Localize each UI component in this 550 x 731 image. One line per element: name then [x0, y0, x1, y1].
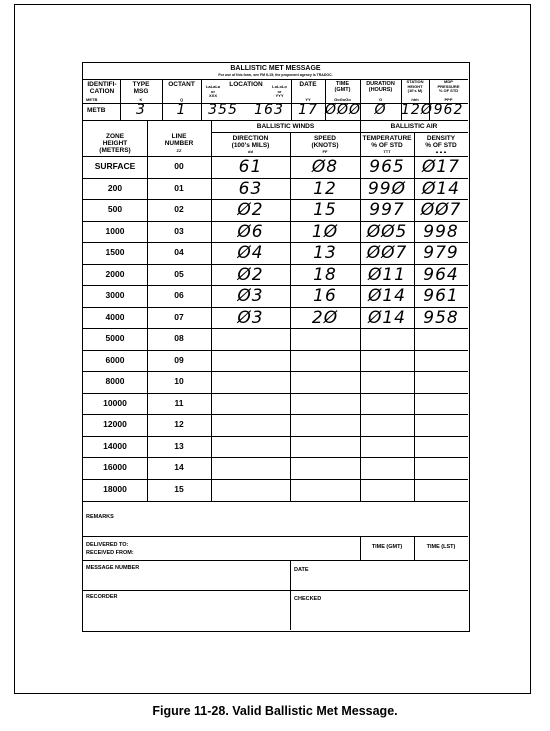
row-divider — [83, 264, 468, 265]
message-number-label: MESSAGE NUMBER — [86, 565, 140, 571]
form-subtitle: For use of this form, see FM 6-15; the proponent agency is TRADOC. — [218, 73, 333, 77]
density-value[interactable] — [414, 372, 468, 392]
temperature-value[interactable]: 965 — [369, 157, 405, 177]
line-number: 04 — [174, 247, 184, 257]
density-value[interactable] — [414, 329, 468, 349]
ballistic-air-header: BALLISTIC AIR — [390, 123, 438, 130]
station-code: hhh — [411, 97, 419, 102]
entry-label: METB — [87, 107, 106, 114]
line-number: 09 — [174, 354, 184, 365]
temperature-value[interactable] — [360, 351, 414, 371]
row-divider — [83, 393, 468, 394]
line-number: 07 — [174, 311, 184, 322]
zone-height: 200 — [107, 182, 123, 193]
zone-height: 3000 — [105, 290, 125, 300]
type-msg-header: TYPE MSG — [132, 81, 150, 95]
date-code: YY — [305, 97, 311, 102]
entry-location-lat[interactable]: 355 — [208, 102, 238, 118]
zone-height: 4000 — [105, 311, 125, 322]
time-lst-label: TIME (LST) — [426, 544, 456, 550]
speed-value[interactable] — [290, 458, 360, 478]
speed-value[interactable]: 15 — [313, 200, 337, 220]
octant-code: Q — [179, 97, 184, 102]
speed-value[interactable] — [290, 372, 360, 392]
row-divider — [83, 436, 468, 437]
density-value[interactable]: 998 — [423, 221, 459, 242]
direction-value[interactable]: Ø4 — [237, 243, 264, 263]
temperature-value[interactable]: Ø14 — [367, 307, 406, 328]
density-value[interactable]: ØØ7 — [420, 200, 462, 220]
direction-value[interactable] — [211, 437, 290, 457]
density-value[interactable]: 964 — [423, 264, 459, 285]
direction-code: dd — [248, 149, 253, 154]
mdp-header: MDP PRESSURE % OF STD — [437, 79, 460, 93]
line-number: 05 — [174, 268, 184, 279]
temperature-header: TEMPERATURE % OF STD — [362, 135, 412, 149]
temperature-value[interactable] — [360, 437, 414, 457]
received-from-label: RECEIVED FROM: — [86, 550, 134, 556]
entry-station-height[interactable]: 12Ø — [401, 102, 433, 118]
direction-value[interactable] — [211, 458, 290, 478]
time-header: TIME (GMT) — [334, 81, 351, 93]
density-code: ▲▲▲ — [435, 149, 447, 154]
direction-value[interactable]: 61 — [238, 157, 263, 177]
row-divider — [83, 199, 468, 200]
location-lat-code: LaLaLa — [205, 84, 220, 89]
temperature-value[interactable]: 997 — [369, 200, 405, 220]
location-sub2: XXX — [208, 93, 217, 98]
temperature-value[interactable]: Ø11 — [367, 264, 406, 285]
speed-value[interactable]: 2Ø — [311, 307, 339, 328]
line-number: 13 — [174, 440, 184, 451]
density-value[interactable]: Ø17 — [421, 157, 460, 177]
time-code: GoGoGo — [334, 97, 351, 102]
row-divider — [83, 328, 468, 329]
temperature-value[interactable] — [360, 415, 414, 435]
octant-header: OCTANT — [168, 81, 195, 88]
line-number-header: LINE NUMBER — [164, 133, 194, 147]
zone-height: 6000 — [105, 354, 125, 365]
direction-value[interactable]: 63 — [238, 178, 263, 199]
direction-value[interactable] — [211, 329, 290, 349]
speed-value[interactable] — [290, 351, 360, 371]
checked-label: CHECKED — [294, 596, 322, 602]
type-msg-code: K — [139, 97, 143, 102]
row-divider — [83, 307, 468, 308]
station-header: STATION HEIGHT (10's M) — [406, 79, 424, 93]
zone-height: 5000 — [105, 333, 125, 343]
line-number: 06 — [174, 290, 184, 300]
zone-height: 2000 — [105, 268, 125, 279]
direction-value[interactable] — [211, 415, 290, 435]
row-divider — [83, 178, 468, 179]
row-divider — [83, 285, 468, 286]
zone-height: 10000 — [103, 397, 127, 408]
speed-value[interactable] — [290, 480, 360, 500]
temperature-value[interactable] — [360, 480, 414, 500]
direction-value[interactable]: Ø3 — [237, 307, 264, 328]
row-divider — [83, 371, 468, 372]
zone-height: 18000 — [103, 483, 127, 494]
speed-value[interactable]: 12 — [313, 178, 337, 199]
date-label: DATE — [294, 567, 309, 573]
identification-code: METB — [86, 97, 98, 102]
line-number: 10 — [174, 376, 184, 386]
speed-value[interactable] — [290, 437, 360, 457]
delivered-to-label: DELIVERED TO: — [86, 542, 129, 548]
location-header: LOCATION — [229, 81, 263, 88]
form-title: BALLISTIC MET MESSAGE — [230, 65, 321, 72]
figure-caption: Figure 11-28. Valid Ballistic Met Message. — [152, 704, 398, 718]
density-value[interactable] — [414, 351, 468, 371]
entry-mdp-pressure[interactable]: 962 — [433, 102, 464, 118]
entry-date[interactable]: 17 — [298, 102, 318, 118]
entry-location-lon[interactable]: 163 — [254, 102, 284, 118]
location-sub1: or — [211, 89, 215, 94]
speed-value[interactable]: 18 — [313, 264, 337, 285]
direction-value[interactable] — [211, 394, 290, 414]
line-number: 15 — [174, 483, 184, 494]
speed-value[interactable] — [290, 329, 360, 349]
row-divider — [83, 242, 468, 243]
speed-value[interactable]: Ø8 — [311, 157, 339, 177]
zone-height: 14000 — [103, 440, 127, 451]
zone-height-header: ZONE HEIGHT (METERS) — [99, 133, 131, 154]
location-sub4: YYY — [275, 93, 284, 98]
entry-octant[interactable]: 1 — [176, 102, 187, 118]
row-divider — [83, 479, 468, 480]
direction-value[interactable] — [211, 351, 290, 371]
speed-value[interactable]: 1Ø — [311, 221, 339, 242]
zone-height: 1500 — [105, 247, 125, 257]
entry-duration[interactable]: Ø — [374, 102, 387, 118]
speed-value[interactable]: 16 — [313, 286, 337, 306]
temperature-value[interactable] — [360, 458, 414, 478]
temperature-value[interactable]: ØØ5 — [366, 221, 408, 242]
zone-height: 1000 — [105, 225, 125, 236]
line-number: 03 — [174, 225, 184, 236]
location-sub3: or — [277, 89, 282, 94]
density-value[interactable] — [414, 394, 468, 414]
duration-header: DURATION (HOURS) — [366, 81, 395, 93]
ballistic-winds-header: BALLISTIC WINDS — [256, 123, 315, 130]
density-header: DENSITY % OF STD — [425, 135, 457, 149]
zone-height: SURFACE — [94, 161, 136, 171]
row-divider — [83, 350, 468, 351]
line-number: 12 — [174, 419, 184, 429]
line-number: 01 — [174, 182, 184, 193]
speed-value[interactable] — [290, 394, 360, 414]
zone-height: 8000 — [105, 376, 125, 386]
direction-header: DIRECTION (100's MILS) — [231, 135, 270, 149]
temperature-value[interactable]: ØØ7 — [366, 243, 408, 263]
temperature-code: TTT — [383, 149, 391, 154]
line-number: 11 — [174, 397, 184, 408]
density-value[interactable] — [414, 458, 468, 478]
direction-value[interactable] — [211, 372, 290, 392]
entry-type-msg[interactable]: 3 — [136, 102, 146, 118]
direction-value[interactable]: Ø3 — [237, 286, 264, 306]
direction-value[interactable]: Ø2 — [237, 264, 264, 285]
mdp-code: PPP — [444, 97, 453, 102]
location-lon-code: LoLoLo — [272, 84, 287, 89]
density-value[interactable]: 958 — [423, 307, 459, 328]
zone-height: 500 — [107, 204, 123, 214]
speed-header: SPEED (KNOTS) — [311, 135, 339, 149]
row-divider — [83, 457, 468, 458]
remarks-label: REMARKS — [86, 514, 114, 520]
identification-header: IDENTIFI- CATION — [87, 81, 117, 95]
temperature-value[interactable]: 99Ø — [367, 178, 406, 199]
direction-value[interactable] — [211, 480, 290, 500]
temperature-value[interactable]: Ø14 — [367, 286, 406, 306]
time-gmt-label: TIME (GMT) — [371, 544, 403, 550]
speed-value[interactable] — [290, 415, 360, 435]
temperature-value[interactable] — [360, 329, 414, 349]
density-value[interactable] — [414, 480, 468, 500]
temperature-value[interactable] — [360, 394, 414, 414]
duration-code: G — [378, 97, 383, 102]
zone-height: 16000 — [103, 462, 127, 472]
entry-time[interactable]: ØØØ — [325, 102, 362, 118]
speed-code: FF — [322, 149, 328, 154]
row-divider — [83, 221, 468, 222]
speed-value[interactable]: 13 — [313, 243, 337, 263]
line-number: 02 — [174, 204, 184, 214]
density-value[interactable]: 961 — [423, 286, 459, 306]
density-value[interactable] — [414, 415, 468, 435]
ballistic-met-message-form — [82, 62, 470, 632]
line-number: 08 — [174, 333, 184, 343]
direction-value[interactable]: Ø6 — [237, 221, 264, 242]
zone-height: 12000 — [103, 419, 127, 429]
recorder-label: RECORDER — [86, 594, 118, 600]
line-number: 00 — [174, 161, 184, 171]
temperature-value[interactable] — [360, 372, 414, 392]
density-value[interactable]: Ø14 — [421, 178, 460, 199]
line-number: 14 — [174, 462, 184, 472]
density-value[interactable]: 979 — [423, 243, 459, 263]
line-number-code: ZZ — [176, 148, 182, 153]
density-value[interactable] — [414, 437, 468, 457]
date-header: DATE — [299, 81, 317, 88]
row-divider — [83, 414, 468, 415]
direction-value[interactable]: Ø2 — [237, 200, 264, 220]
